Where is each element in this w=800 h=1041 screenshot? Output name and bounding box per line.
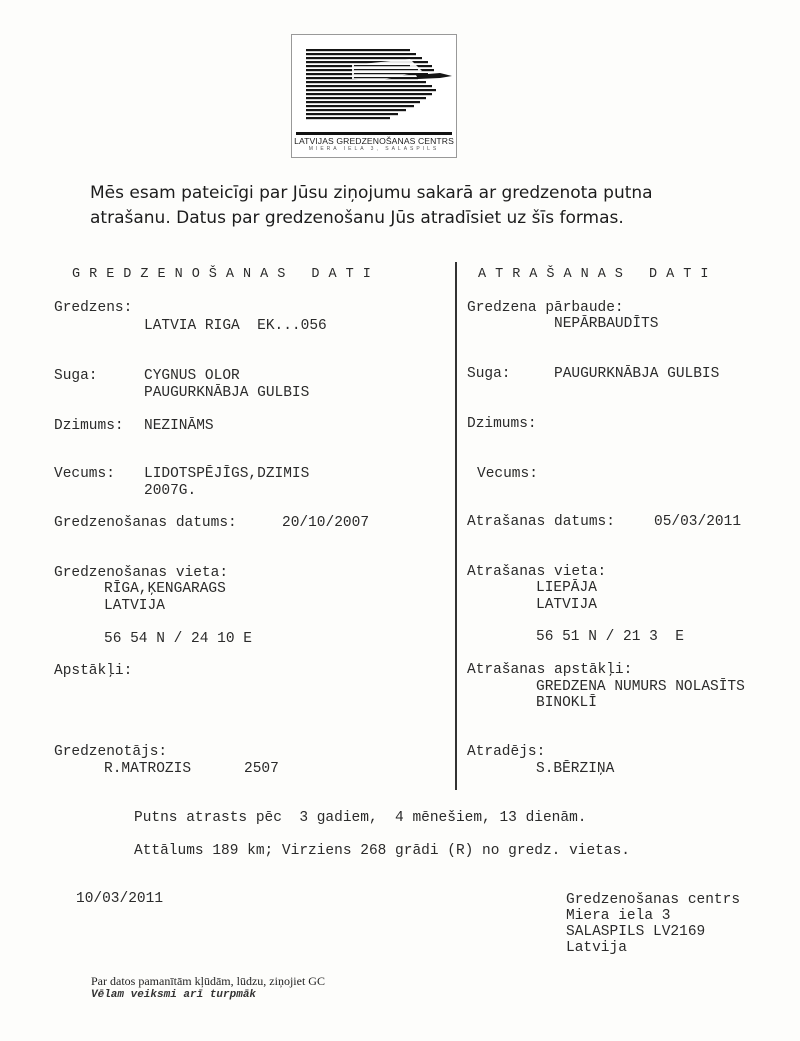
ring-value: LATVIA RIGA EK...056: [144, 318, 327, 334]
finding-place-line-1: LIEPĀJA: [536, 580, 597, 596]
center-address-line-3: SALASPILS LV2169: [566, 924, 706, 940]
age-value-2: 2007G.: [144, 483, 197, 499]
ring-check-label: Gredzena pārbaude:: [467, 300, 624, 316]
finding-heading: ATRAŠANAS DATI: [478, 267, 718, 282]
ring-check-value: NEPĀRBAUDĪTS: [554, 316, 659, 332]
elapsed-time: Putns atrasts pēc 3 gadiem, 4 mēnešiem, 13 dienām.: [134, 810, 587, 826]
error-report-note: Par datos pamanītām kļūdām, lūdzu, ziņojiet GC: [91, 974, 325, 988]
age-label: Vecums:: [54, 466, 115, 482]
species-label: Suga:: [54, 368, 98, 384]
intro-text: Mēs esam pateicīgi par Jūsu ziņojumu sakarā ar gredzenota putna atrašanu. Datus par gredzenošanu Jūs atradīsiet uz šīs formas.: [90, 183, 653, 228]
ringing-heading: GREDZENOŠANAS DATI: [72, 267, 380, 282]
ringing-coordinates: 56 54 N / 24 10 E: [104, 631, 252, 647]
sex-label: Dzimums:: [54, 418, 124, 434]
report-date: 10/03/2011: [76, 891, 164, 907]
ringing-date-label: Gredzenošanas datums:: [54, 515, 237, 531]
finding-species-label: Suga:: [467, 366, 511, 382]
ringing-place-label: Gredzenošanas vieta:: [54, 565, 229, 581]
finding-date-label: Atrašanas datums:: [467, 514, 615, 530]
finder-name: S.BĒRZIŅA: [536, 761, 615, 777]
ringing-place-line-1: RĪGA,ĶENGARAGS: [104, 581, 226, 597]
finding-species-value: PAUGURKNĀBJA GULBIS: [554, 366, 720, 382]
distance-direction: Attālums 189 km; Virziens 268 grādi (R) no gredz. vietas.: [134, 843, 630, 859]
ringer-name: R.MATROZIS: [104, 761, 192, 777]
logo-org-name: LATVIJAS GREDZENOŠANAS CENTRS: [294, 136, 454, 146]
column-divider: [455, 262, 457, 790]
ringer-code: 2507: [244, 761, 279, 777]
ringing-place-line-2: LATVIJA: [104, 598, 165, 614]
logo-divider: [296, 132, 452, 135]
center-address-line-2: Miera iela 3: [566, 908, 671, 924]
species-local: PAUGURKNĀBJA GULBIS: [144, 385, 310, 401]
finding-circumstances-line-2: BINOKLĪ: [536, 695, 597, 711]
logo: [291, 34, 457, 158]
center-address-line-1: Gredzenošanas centrs: [566, 892, 741, 908]
ringing-date-value: 20/10/2007: [282, 515, 370, 531]
finding-sex-label: Dzimums:: [467, 416, 537, 432]
finding-circumstances-label: Atrašanas apstākļi:: [467, 662, 633, 678]
finding-place-label: Atrašanas vieta:: [467, 564, 607, 580]
ringer-label: Gredzenotājs:: [54, 744, 168, 760]
ringing-circumstances-label: Apstākļi:: [54, 663, 133, 679]
bird-stripes-logo-icon: [292, 35, 456, 130]
finding-coordinates: 56 51 N / 21 3 E: [536, 629, 684, 645]
species-latin: CYGNUS OLOR: [144, 368, 240, 384]
finder-label: Atradējs:: [467, 744, 546, 760]
center-address-line-4: Latvija: [566, 940, 627, 956]
finding-date-value: 05/03/2011: [654, 514, 742, 530]
closing-wish: Vēlam veiksmi arī turpmāk: [91, 989, 257, 1001]
age-value-1: LIDOTSPĒJĪGS,DZIMIS: [144, 466, 310, 482]
finding-place-line-2: LATVIJA: [536, 597, 597, 613]
ring-label: Gredzens:: [54, 300, 133, 316]
finding-age-label: Vecums:: [477, 466, 538, 482]
sex-value: NEZINĀMS: [144, 418, 214, 434]
finding-circumstances-line-1: GREDZENA NUMURS NOLASĪTS: [536, 679, 745, 695]
logo-address: MIERA IELA 3, SALASPILS: [308, 146, 440, 152]
